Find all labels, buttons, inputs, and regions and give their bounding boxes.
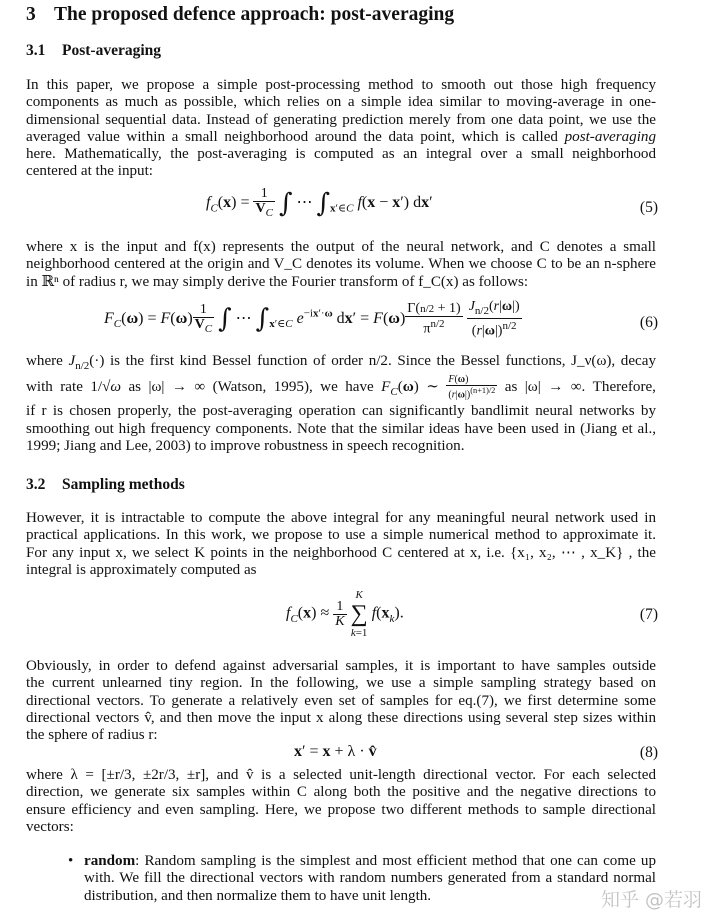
section-number: 3 [26, 4, 36, 25]
text-line: components as much as possible, which relies on a simple idea similar to moving-average in one- [26, 94, 656, 111]
subsection-title: Sampling methods [62, 476, 185, 493]
text-line: dimensional sequential data. Instead of generating prediction merely from one data point, we use the [26, 111, 656, 128]
paragraph-lambda [26, 767, 656, 836]
bullet-dot: • [68, 853, 74, 869]
paragraph-directional [26, 658, 656, 744]
paragraph-bessel [26, 353, 656, 455]
text-line: random: Random sampling is the simplest and most efficient method that one can come up [84, 853, 656, 869]
subsection-number: 3.1 [26, 42, 46, 59]
text-line: where x is the input and f(x) represents the output of the neural network, and C denotes a small [26, 239, 656, 255]
equation-number-7: (7) [639, 606, 658, 623]
equation-8: x′ = x + λ · v̂ [294, 743, 377, 760]
text-line: 1999; Jiang and Lee, 2003) to improve robustness in speech recognition. [26, 438, 465, 455]
text-line: integral is approximately computed as [26, 561, 257, 578]
subsection-title: Post-averaging [62, 42, 162, 59]
text-line: where λ = [±r/3, ±2r/3, ±r], and v̂ is a selected unit-length directional vector. For each selected [26, 767, 656, 783]
italic-term: post-averaging [564, 128, 657, 145]
text-line: the current unlearned tiny region. In the following, we use a simple sampling strategy based on [26, 675, 656, 692]
text-line: In this paper, we propose a simple post-processing method to smooth out those high frequency [26, 77, 656, 93]
equation-number-6: (6) [639, 314, 658, 331]
paragraph-intro [26, 77, 656, 181]
text-line: if r is chosen properly, the post-averaging operation can significantly bandlimit neural networks by [26, 403, 656, 420]
equation-5: $f_C(x)$ = $\frac{1}{V_C}$ ∫ ⋯ $\int_{x'\in C}$ f(x − x′) dx′ [206, 186, 433, 219]
text-line: smoothing out high frequency components. Note that the similar ideas have been used in (Jiang et al., [26, 420, 656, 437]
equation-7: $f_C(x)$ ≈ $\frac{1}{K}$ K ∑ k=1 $f(x_k)$. [286, 589, 404, 639]
text-line: distribution, and then normalize them to have unit length. [84, 887, 432, 904]
equation-6: $F_C(\omega) = F(\omega)$ $\frac{1}{V_C}$ ∫ ⋯ $\int_{x'\in C}$ $e^{-ix'\cdot\omega}$ dx′ = F(ω) $\frac{\Gamma(n/2 + 1)}{\pi^{n/2}}$ $\frac{J_{n/2}(r|\omega|)}{(r|\omega|)^{n/2}}$ [104, 299, 520, 339]
subsection-number: 3.2 [26, 476, 46, 493]
equation-number-5: (5) [639, 199, 658, 216]
text-line: averaged value within a small neighborhood around the data point, which is called post-averaging [26, 128, 657, 145]
text-line: ensure efficiency and even sampling. Here, we propose two different methods to sample directional [26, 801, 656, 818]
text-line: in ℝⁿ of radius r, we may simply derive the Fourier transform of f_C(x) as follows: [26, 273, 529, 290]
section-title: The proposed defence approach: post-averaging [54, 4, 455, 25]
text-line: where $J_{n/2}(\cdot)$ is the first kind Bessel function of order n/2. Since the Bessel functions, J_ν(ω), decay [26, 353, 656, 373]
text-line: Obviously, in order to defend against adversarial samples, it is important to have samples outside [26, 658, 656, 674]
bullet-item-random [84, 853, 656, 905]
text-line: centered at the input: [26, 163, 153, 180]
subsection-heading-1 [26, 42, 161, 60]
equation-number-8: (8) [639, 744, 658, 761]
subsection-heading-2 [26, 476, 185, 494]
text-line: here. Mathematically, the post-averaging is computed as an integral over a small neighborhood [26, 146, 656, 163]
section-heading [26, 4, 454, 26]
text-line: For any input x, we select K points in the neighborhood C centered at x, i.e. {x₁, x₂, ⋯ , x_K} , the [26, 544, 656, 561]
text-line: with rate 1/√ω as |ω| → ∞ (Watson, 1995), we have $F_C(\omega)$ ∼ $\frac{F(\omega)}{(r|\omega|)^{(n+1)/2}}$ as |ω| → ∞. Therefore, [26, 374, 656, 401]
text-line: the sphere of radius r: [26, 727, 158, 744]
text-line: vectors: [26, 818, 74, 835]
text-line: directional vectors v̂, and then move the input x along these directions using several step sizes within [26, 709, 656, 726]
text-line: with. We fill the directional vectors with random numbers generated from a standard normal [84, 870, 656, 887]
bullet-term: random [84, 853, 136, 869]
paragraph-fourier [26, 239, 656, 291]
watermark: 知乎 @若羽 [600, 889, 702, 911]
text-line: practical applications. In this work, we propose to use a simple numerical method to approximate it. [26, 527, 656, 544]
text-line: directional vectors. To generate a relatively even set of samples for eq.(7), we first determine some [26, 692, 656, 709]
text-line: However, it is intractable to compute the above integral for any meaningful neural network used in [26, 510, 656, 526]
paragraph-sampling [26, 510, 656, 579]
text-line: direction, we generate six samples within C along both the positive and the negative directions to [26, 784, 656, 801]
text-line: neighborhood centered at the origin and V_C denotes its volume. When we choose C to be an n-sphere [26, 256, 656, 273]
